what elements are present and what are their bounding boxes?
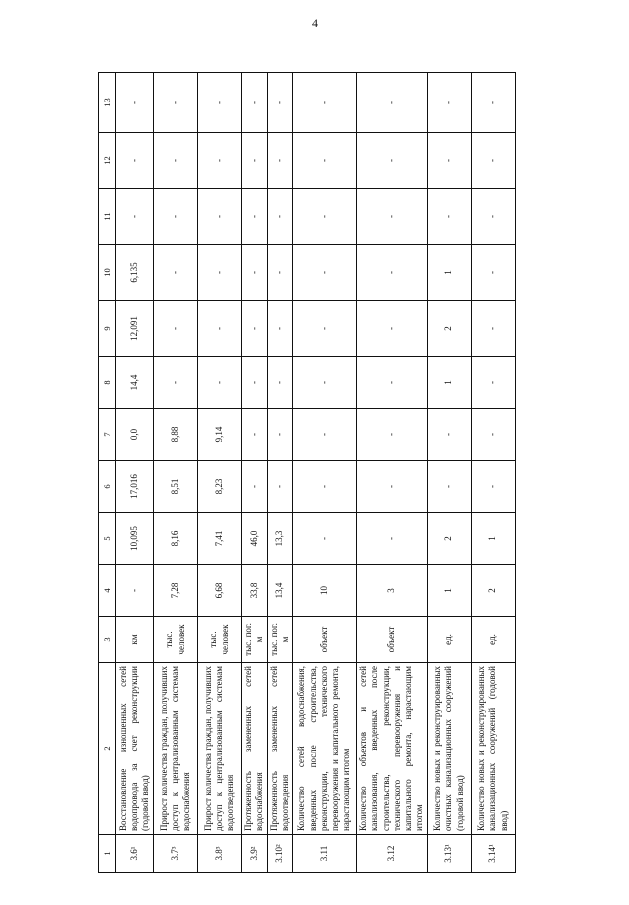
value-cell: - [293, 133, 357, 189]
value-cell: - [242, 357, 268, 409]
unit-cell: объект [357, 617, 428, 663]
value-cell: - [471, 357, 515, 409]
unit-cell: объект [293, 617, 357, 663]
value-cell: - [267, 357, 293, 409]
row-number-cell: 3.6¹ [116, 835, 154, 873]
value-cell: - [154, 189, 198, 245]
column-number-1: 1 [99, 835, 116, 873]
value-cell: 9,14 [198, 409, 242, 461]
value-cell: - [293, 357, 357, 409]
row-number-cell: 3.12 [357, 835, 428, 873]
value-cell: - [154, 73, 198, 133]
column-number-10: 10 [99, 245, 116, 301]
table-row [427, 73, 471, 873]
value-cell: - [427, 189, 471, 245]
row-number-cell: 3.8³ [198, 835, 242, 873]
value-cell: 0,0 [116, 409, 154, 461]
value-cell: - [357, 245, 428, 301]
value-cell: 8,16 [154, 513, 198, 565]
indicator-name-cell: Прирост количества граждан, получивших доступ к централизованным системам водоотведения [198, 663, 242, 835]
row-number-cell: 3.7³ [154, 835, 198, 873]
value-cell: - [198, 357, 242, 409]
value-cell: - [267, 245, 293, 301]
unit-cell: ед. [427, 617, 471, 663]
value-cell: - [198, 245, 242, 301]
value-cell: - [357, 189, 428, 245]
unit-cell: тыс. человек [198, 617, 242, 663]
value-cell: - [293, 189, 357, 245]
value-cell: - [293, 301, 357, 357]
header-row [99, 73, 116, 873]
table-row [357, 73, 428, 873]
value-cell: - [242, 133, 268, 189]
value-cell: - [293, 513, 357, 565]
value-cell: - [427, 461, 471, 513]
value-cell: - [357, 133, 428, 189]
value-cell: - [471, 245, 515, 301]
value-cell: 6,135 [116, 245, 154, 301]
unit-cell: тыс. человек [154, 617, 198, 663]
value-cell: - [471, 461, 515, 513]
value-cell: 1 [471, 513, 515, 565]
value-cell: 1 [427, 245, 471, 301]
table-row [242, 73, 268, 873]
column-number-8: 8 [99, 357, 116, 409]
value-cell: - [267, 189, 293, 245]
table-row [154, 73, 198, 873]
column-number-2: 2 [99, 663, 116, 835]
value-cell: - [427, 73, 471, 133]
indicator-table [98, 72, 516, 873]
value-cell: - [116, 73, 154, 133]
value-cell: 7,28 [154, 565, 198, 617]
value-cell: - [154, 301, 198, 357]
value-cell: 3 [357, 565, 428, 617]
value-cell: - [427, 409, 471, 461]
value-cell: 2 [471, 565, 515, 617]
indicator-name-cell: Прирост количества граждан, получивших доступ к централизованным системам водоснабжения [154, 663, 198, 835]
column-number-7: 7 [99, 409, 116, 461]
value-cell: - [154, 357, 198, 409]
value-cell: - [471, 409, 515, 461]
value-cell: - [293, 73, 357, 133]
value-cell: - [471, 133, 515, 189]
value-cell: - [242, 245, 268, 301]
value-cell: - [267, 73, 293, 133]
value-cell: - [242, 409, 268, 461]
column-number-12: 12 [99, 133, 116, 189]
value-cell: - [242, 461, 268, 513]
value-cell: - [357, 409, 428, 461]
row-number-cell: 3.13¹ [427, 835, 471, 873]
value-cell: 1 [427, 357, 471, 409]
value-cell: 13,4 [267, 565, 293, 617]
unit-cell: тыс. пог. м [242, 617, 268, 663]
value-cell: 46,0 [242, 513, 268, 565]
value-cell: - [357, 73, 428, 133]
value-cell: - [242, 73, 268, 133]
table-row [198, 73, 242, 873]
rotated-table-container [98, 73, 510, 873]
value-cell: 8,51 [154, 461, 198, 513]
value-cell: - [154, 245, 198, 301]
column-number-13: 13 [99, 73, 116, 133]
indicator-name-cell: Восстановление изношенных сетей водопровода за счет реконструкции (годовой ввод) [116, 663, 154, 835]
value-cell: - [293, 409, 357, 461]
unit-cell: тыс. пог. м [267, 617, 293, 663]
table-row [267, 73, 293, 873]
column-number-9: 9 [99, 301, 116, 357]
column-number-5: 5 [99, 513, 116, 565]
value-cell: - [116, 189, 154, 245]
table-row [293, 73, 357, 873]
value-cell: 1 [427, 565, 471, 617]
value-cell: - [267, 301, 293, 357]
value-cell: - [357, 357, 428, 409]
row-number-cell: 3.14¹ [471, 835, 515, 873]
column-number-3: 3 [99, 617, 116, 663]
value-cell: - [198, 301, 242, 357]
value-cell: 2 [427, 301, 471, 357]
value-cell: 13,3 [267, 513, 293, 565]
value-cell: - [267, 461, 293, 513]
value-cell: - [198, 189, 242, 245]
value-cell: - [242, 189, 268, 245]
value-cell: - [293, 461, 357, 513]
value-cell: 6,68 [198, 565, 242, 617]
value-cell: - [427, 133, 471, 189]
indicator-name-cell: Количество новых и реконструированных очистных канализационных сооружений (годовой ввод) [427, 663, 471, 835]
unit-cell: км [116, 617, 154, 663]
indicator-name-cell: Протяженность замененных сетей водоотведения [267, 663, 293, 835]
value-cell: - [198, 73, 242, 133]
value-cell: 10 [293, 565, 357, 617]
value-cell: - [267, 133, 293, 189]
row-number-cell: 3.10² [267, 835, 293, 873]
page-number: 4 [312, 16, 318, 30]
unit-cell: ед. [471, 617, 515, 663]
table-row [116, 73, 154, 873]
value-cell: - [471, 73, 515, 133]
value-cell: - [357, 461, 428, 513]
value-cell: - [471, 189, 515, 245]
value-cell: - [242, 301, 268, 357]
column-number-11: 11 [99, 189, 116, 245]
value-cell: 12,091 [116, 301, 154, 357]
value-cell: 7,41 [198, 513, 242, 565]
value-cell: - [198, 133, 242, 189]
value-cell: 8,23 [198, 461, 242, 513]
value-cell: - [471, 301, 515, 357]
column-number-6: 6 [99, 461, 116, 513]
value-cell: - [116, 133, 154, 189]
table-row [471, 73, 515, 873]
indicator-name-cell: Количество объектов и сетей канализования, введенных после строительства, реконструкции, технического перевооружения и капитального ремонта, нарастающим итогом [357, 663, 428, 835]
value-cell: - [293, 245, 357, 301]
value-cell: - [267, 409, 293, 461]
value-cell: - [154, 133, 198, 189]
value-cell: - [357, 301, 428, 357]
indicator-name-cell: Количество новых и реконструированных канализационных сооружений (годовой ввод) [471, 663, 515, 835]
value-cell: 33,8 [242, 565, 268, 617]
value-cell: 14,4 [116, 357, 154, 409]
column-number-4: 4 [99, 565, 116, 617]
value-cell: 2 [427, 513, 471, 565]
indicator-name-cell: Количество сетей водоснабжения, введенных после строительства, реконструкции, технического перевооружения и капитального ремонта, нарастающим итогом [293, 663, 357, 835]
value-cell: 17,016 [116, 461, 154, 513]
value-cell: - [116, 565, 154, 617]
indicator-name-cell: Протяженность замененных сетей водоснабжения [242, 663, 268, 835]
row-number-cell: 3.9² [242, 835, 268, 873]
value-cell: - [357, 513, 428, 565]
row-number-cell: 3.11 [293, 835, 357, 873]
value-cell: 8,88 [154, 409, 198, 461]
value-cell: 10,095 [116, 513, 154, 565]
